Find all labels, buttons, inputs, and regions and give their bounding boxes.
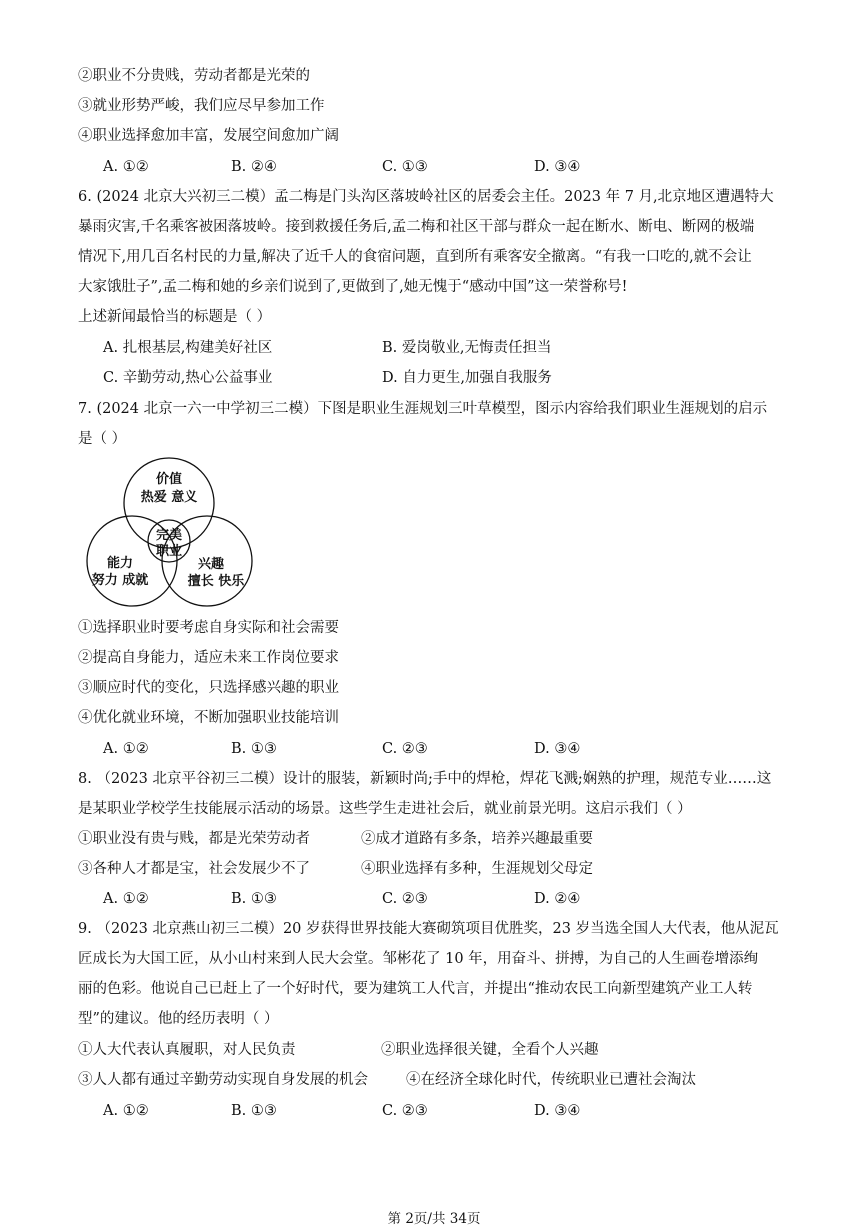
q8-item-1: ①职业没有贵与贱，都是光荣劳动者 <box>78 831 310 847</box>
q5-option-d[interactable]: D. ③④ <box>534 159 581 175</box>
q6-option-c[interactable]: C. 辛勤劳动,热心公益事业 <box>103 370 273 386</box>
venn-center-2: 职业 <box>155 544 183 559</box>
q5-option-c[interactable]: C. ①③ <box>382 159 428 175</box>
q8-option-c[interactable]: C. ②③ <box>382 891 428 907</box>
q5-item-4: ④职业选择愈加丰富，发展空间愈加广阔 <box>78 128 339 144</box>
q8-option-a[interactable]: A. ①② <box>103 891 149 907</box>
q7-item-4: ④优化就业环境，不断加强职业技能培训 <box>78 710 339 726</box>
q8-stem-line-1: 8. （2023 北京平谷初三二模）设计的服装，新颖时尚;手中的焊枪，焊花飞溅;娴熟的护理，规范专业……这 <box>78 771 772 787</box>
venn-right-title: 兴趣 <box>197 557 225 572</box>
q9-item-2: ②职业选择很关键，全看个人兴趣 <box>381 1042 599 1058</box>
q5-item-2: ②职业不分贵贱，劳动者都是光荣的 <box>78 68 310 84</box>
q9-option-c[interactable]: C. ②③ <box>382 1103 428 1119</box>
q7-stem-line-2: 是（ ） <box>78 431 127 447</box>
q7-option-c[interactable]: C. ②③ <box>382 741 428 757</box>
q7-stem-line-1: 7. (2024 北京一六一中学初三二模）下图是职业生涯规划三叶草模型，图示内容给我们职业生涯规划的启示 <box>78 401 768 417</box>
q9-item-4: ④在经济全球化时代，传统职业已遭社会淘汰 <box>406 1072 696 1088</box>
q6-stem-line-2: 暴雨灾害,千名乘客被困落坡岭。接到救援任务后,孟二梅和社区干部与群众一起在断水、断电、断网的极端 <box>78 219 755 235</box>
q7-item-1: ①选择职业时要考虑自身实际和社会需要 <box>78 620 339 636</box>
q9-stem-line-3: 丽的色彩。他说自己已赶上了一个好时代，要为建筑工人代言，并提出“推动农民工向新型建筑产业工人转 <box>78 981 753 997</box>
q6-stem-line-4: 大家饿肚子”,孟二梅和她的乡亲们说到了,更做到了,她无愧于“感动中国”这一荣誉称号! <box>78 279 628 295</box>
q9-item-1: ①人大代表认真履职，对人民负责 <box>78 1042 296 1058</box>
q5-item-3: ③就业形势严峻，我们应尽早参加工作 <box>78 98 325 114</box>
venn-left-sub: 努力 成就 <box>91 573 149 588</box>
venn-top-title: 价值 <box>155 472 183 487</box>
venn-center-1: 完美 <box>155 528 183 543</box>
q9-stem-line-2: 匠成长为大国工匠，从小山村来到人民大会堂。邹彬花了 10 年，用奋斗、拼搏，为自己的人生画卷增添绚 <box>78 951 759 967</box>
q6-stem-line-1: 6. (2024 北京大兴初三二模）孟二梅是门头沟区落坡岭社区的居委会主任。2023 年 7 月,北京地区遭遇特大 <box>78 189 774 205</box>
q7-option-a[interactable]: A. ①② <box>103 741 149 757</box>
q7-option-b[interactable]: B. ①③ <box>231 741 277 757</box>
q9-option-b[interactable]: B. ①③ <box>231 1103 277 1119</box>
q9-item-3: ③人人都有通过辛勤劳动实现自身发展的机会 <box>78 1072 368 1088</box>
q5-option-a[interactable]: A. ①② <box>103 159 149 175</box>
q5-option-b[interactable]: B. ②④ <box>231 159 277 175</box>
q8-item-2: ②成才道路有多条，培养兴趣最重要 <box>361 831 593 847</box>
q7-item-3: ③顺应时代的变化，只选择感兴趣的职业 <box>78 680 339 696</box>
page-footer: 第 2页/共 34页 <box>387 1211 481 1227</box>
q8-option-d[interactable]: D. ②④ <box>534 891 581 907</box>
q9-option-a[interactable]: A. ①② <box>103 1103 149 1119</box>
q6-stem-line-3: 情况下,用几百名村民的力量,解决了近千人的食宿问题，直到所有乘客安全撤离。“有我一口吃的,就不会让 <box>78 249 752 265</box>
q9-stem-line-4: 型”的建议。他的经历表明（ ） <box>78 1011 279 1027</box>
q6-option-b[interactable]: B. 爱岗敬业,无悔责任担当 <box>382 340 552 356</box>
q9-option-d[interactable]: D. ③④ <box>534 1103 581 1119</box>
q6-option-a[interactable]: A. 扎根基层,构建美好社区 <box>103 340 273 356</box>
q8-item-3: ③各种人才都是宝，社会发展少不了 <box>78 861 310 877</box>
q8-item-4: ④职业选择有多种，生涯规划父母定 <box>361 861 593 877</box>
q7-item-2: ②提高自身能力，适应未来工作岗位要求 <box>78 650 339 666</box>
q9-stem-line-1: 9. （2023 北京燕山初三二模）20 岁获得世界技能大赛砌筑项目优胜奖，23 岁当选全国人大代表，他从泥瓦 <box>78 921 779 937</box>
venn-top-sub: 热爱 意义 <box>140 490 198 505</box>
venn-right-sub: 擅长 快乐 <box>187 574 245 589</box>
q7-option-d[interactable]: D. ③④ <box>534 741 581 757</box>
venn-left-title: 能力 <box>106 556 134 571</box>
q6-option-d[interactable]: D. 自力更生,加强自我服务 <box>382 370 552 386</box>
q8-stem-line-2: 是某职业学校学生技能展示活动的场景。这些学生走进社会后，就业前景光明。这启示我们（ ） <box>78 801 692 817</box>
q6-question: 上述新闻最恰当的标题是（ ） <box>78 309 272 325</box>
clover-venn-diagram <box>82 455 257 610</box>
q8-option-b[interactable]: B. ①③ <box>231 891 277 907</box>
